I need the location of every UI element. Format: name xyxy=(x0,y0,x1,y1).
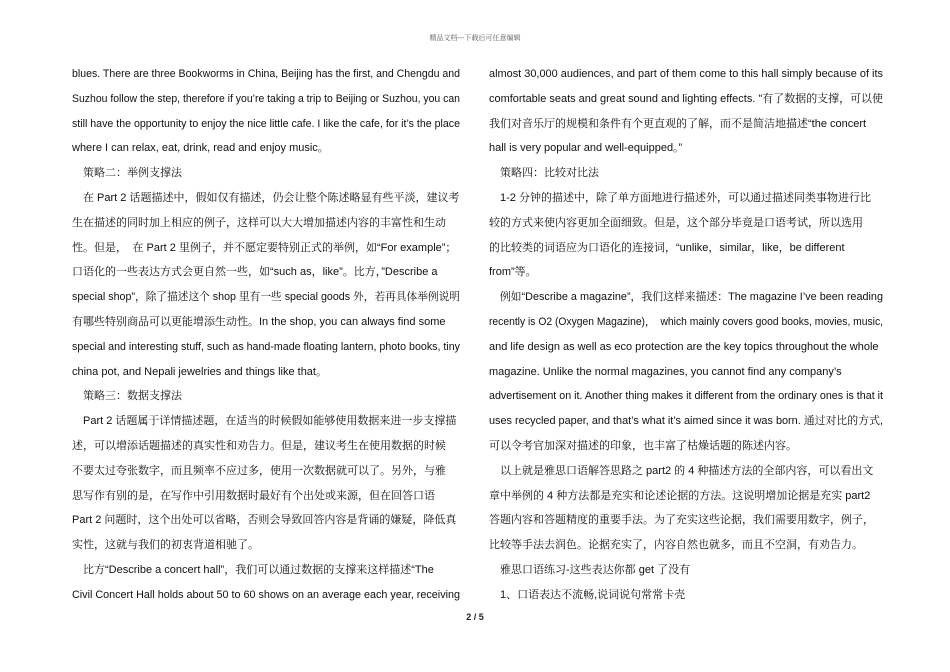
text-line: 比方“Describe a concert hall”，我们可以通过数据的支撑来这样描述“The xyxy=(72,563,434,576)
text-line: hall is very popular and well-equipped。” xyxy=(489,142,683,155)
text-line: 答题内容和答题精度的重要手法。为了充实这些论据，我们需要用数字，例子， xyxy=(489,514,874,527)
text-line: where I can relax, eat, drink, read and enjoy music。 xyxy=(72,142,329,155)
text-line: 1-2 分钟的描述中，除了单方面地进行描述外，可以通过描述同类事物进行比 xyxy=(489,191,871,204)
text-line: 不要太过夸张数字，而且频率不应过多，使用一次数据就可以了。另外，与雅 xyxy=(72,464,446,477)
text-line: comfortable seats and great sound and lighting effects. "有了数据的支撑，可以使 xyxy=(489,92,883,105)
right-column xyxy=(489,62,883,608)
text-line: china pot, and Nepali jewelries and things like that。 xyxy=(72,365,327,378)
text-line: Civil Concert Hall holds about 50 to 60 shows on an average each year, receiving xyxy=(72,588,460,601)
text-line: special shop”，除了描述这个 shop 里有一些 special goods 外，若再具体举例说明 xyxy=(72,291,460,304)
text-line: 我们对音乐厅的规模和条件有个更直观的了解，而不是简洁地描述“the concert xyxy=(489,117,867,130)
text-line: 生在描述的同时加上相应的例子，这样可以大大增加描述内容的丰富性和生动 xyxy=(72,216,446,229)
text-line: 策略二：举例支撑法 xyxy=(72,167,182,180)
text-line: 雅思口语练习-这些表达你都 get 了没有 xyxy=(489,563,691,576)
text-line: 例如“Describe a magazine”，我们这样来描述：The magazine I’ve been reading xyxy=(489,291,883,304)
text-line: from”等。 xyxy=(489,266,537,279)
left-column xyxy=(72,62,460,608)
text-line: 可以令考官加深对描述的印象，也丰富了枯燥话题的陈述内容。 xyxy=(489,439,797,452)
text-line: 有哪些特别商品可以更能增添生动性。In the shop, you can always find some xyxy=(72,315,446,328)
text-line: uses recycled paper, and that’s what it’s aimed since it was born. 通过对比的方式, xyxy=(489,415,883,428)
text-line: recently is O2 (Oxygen Magazine)， which mainly covers good books, movies, music, xyxy=(489,315,884,328)
text-line: special and interesting stuff, such as hand-made floating lantern, photo books, tiny xyxy=(72,340,460,353)
text-line: 比较等手法去润色。论据充实了，内容自然也就多，而且不空洞，有劝告力。 xyxy=(489,539,863,552)
text-line: Suzhou follow the step, therefore if you’re taking a trip to Beijing or Suzhou, you can xyxy=(72,92,461,105)
text-line: Part 2 话题属于详情描述题，在适当的时候假如能够使用数据来进一步支撑描 xyxy=(72,415,457,428)
text-line: 口语化的一些表达方式会更自然一些，如“such as，like”。比方，”Describe a xyxy=(72,266,438,279)
text-line: advertisement on it. Another thing makes it different from the ordinary ones is that it xyxy=(489,390,884,403)
text-line: Part 2 问题时，这个出处可以省略，否则会导致回答内容是背诵的嫌疑，降低真 xyxy=(72,514,457,527)
text-line: 策略三：数据支撑法 xyxy=(72,390,182,403)
text-line: 实性，这就与我们的初衷背道相驰了。 xyxy=(72,539,259,552)
text-line: 性。但是， 在 Part 2 里例子，并不愿定要特别正式的举例，如“For example”； xyxy=(72,241,457,254)
page-header: 精品文档---下载后可任意编辑 xyxy=(429,34,521,42)
text-line: 1、口语表达不流畅,说词说句常常卡壳 xyxy=(489,588,686,601)
text-line: still have the opportunity to enjoy the nice little cafe. I like the cafe, for it’s the place xyxy=(72,117,460,130)
text-line: 策略四：比较对比法 xyxy=(489,167,599,180)
text-line: 的比较类的词语应为口语化的连接词，“unlike，similar，like，be different xyxy=(489,241,845,254)
text-line: 在 Part 2 话题描述中，假如仅有描述，仍会让整个陈述略显有些平淡，建议考 xyxy=(72,191,460,204)
text-line: 述，可以增添话题描述的真实性和劝告力。但是，建议考生在使用数据的时候 xyxy=(72,439,446,452)
text-line: 较的方式来使内容更加全面细致。但是，这个部分毕竟是口语考试，所以选用 xyxy=(489,216,863,229)
text-line: 章中举例的 4 种方法都是充实和论述论据的方法。这说明增加论据是充实 part2 xyxy=(489,489,871,502)
text-line: almost 30,000 audiences, and part of them come to this hall simply because of its xyxy=(489,68,883,80)
text-line: 以上就是雅思口语解答思路之 part2 的 4 种描述方法的全部内容，可以看出文 xyxy=(489,464,874,477)
page-number: 2 / 5 xyxy=(466,612,484,622)
text-line: 思写作有别的是，在写作中引用数据时最好有个出处或来源，但在回答口语 xyxy=(72,489,435,502)
text-line: and life design as well as eco protection are the key topics throughout the whole xyxy=(489,340,879,353)
text-line: blues. There are three Bookworms in China, Beijing has the first, and Chengdu and xyxy=(72,68,461,80)
text-line: magazine. Unlike the normal magazines, you cannot find any company’s xyxy=(489,365,842,378)
